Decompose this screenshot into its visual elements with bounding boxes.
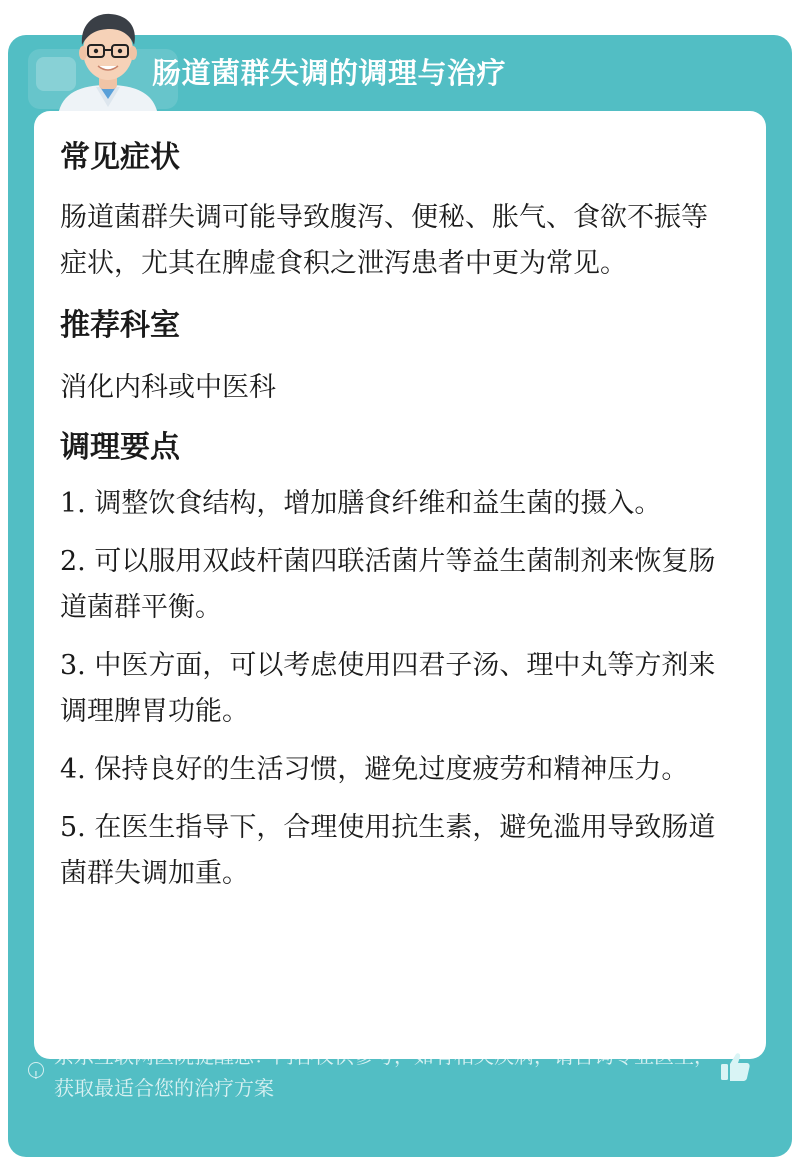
list-item-text: 中医方面，可以考虑使用四君子汤、理中丸等方剂来调理脾胃功能。 bbox=[60, 650, 716, 727]
list-item bbox=[60, 643, 730, 735]
content-card bbox=[34, 111, 766, 1059]
list-item bbox=[60, 747, 730, 793]
symptoms-heading: 常见症状 bbox=[60, 140, 180, 175]
disclaimer-text: 京东互联网医院提醒您：内容仅供参考，如有相关疾病，请咨询专业医生，获取最适合您的治疗方案 bbox=[54, 1044, 714, 1100]
symptoms-text: 肠道菌群失调可能导致腹泻、便秘、胀气、食欲不振等症状，尤其在脾虚食积之泄泻患者中更为常见。 bbox=[60, 202, 708, 279]
care-list bbox=[60, 481, 730, 897]
list-item-text: 保持良好的生活习惯，避免过度疲劳和精神压力。 bbox=[94, 754, 689, 785]
list-item-number: 5. bbox=[60, 812, 86, 843]
doctor-avatar bbox=[48, 7, 168, 115]
department-text: 消化内科或中医科 bbox=[60, 372, 276, 403]
list-item-number: 2. bbox=[60, 546, 86, 577]
list-item-text: 可以服用双歧杆菌四联活菌片等益生菌制剂来恢复肠道菌群平衡。 bbox=[60, 546, 716, 623]
list-item bbox=[60, 481, 730, 527]
list-item-number: 4. bbox=[60, 754, 86, 785]
care-heading: 调理要点 bbox=[60, 430, 180, 465]
page-title: 肠道菌群失调的调理与治疗 bbox=[152, 56, 507, 90]
list-item bbox=[60, 805, 730, 897]
department-heading: 推荐科室 bbox=[60, 308, 180, 343]
list-item-text: 调整饮食结构，增加膳食纤维和益生菌的摄入。 bbox=[94, 488, 662, 519]
thumbs-up-icon[interactable] bbox=[718, 1050, 752, 1084]
list-item-number: 3. bbox=[60, 650, 86, 681]
info-icon bbox=[28, 1062, 44, 1078]
card-content bbox=[60, 131, 730, 909]
list-item-number: 1. bbox=[60, 488, 86, 519]
list-item bbox=[60, 539, 730, 631]
article-frame bbox=[8, 35, 792, 1157]
list-item-text: 在医生指导下，合理使用抗生素，避免滥用导致肠道菌群失调加重。 bbox=[60, 812, 716, 889]
